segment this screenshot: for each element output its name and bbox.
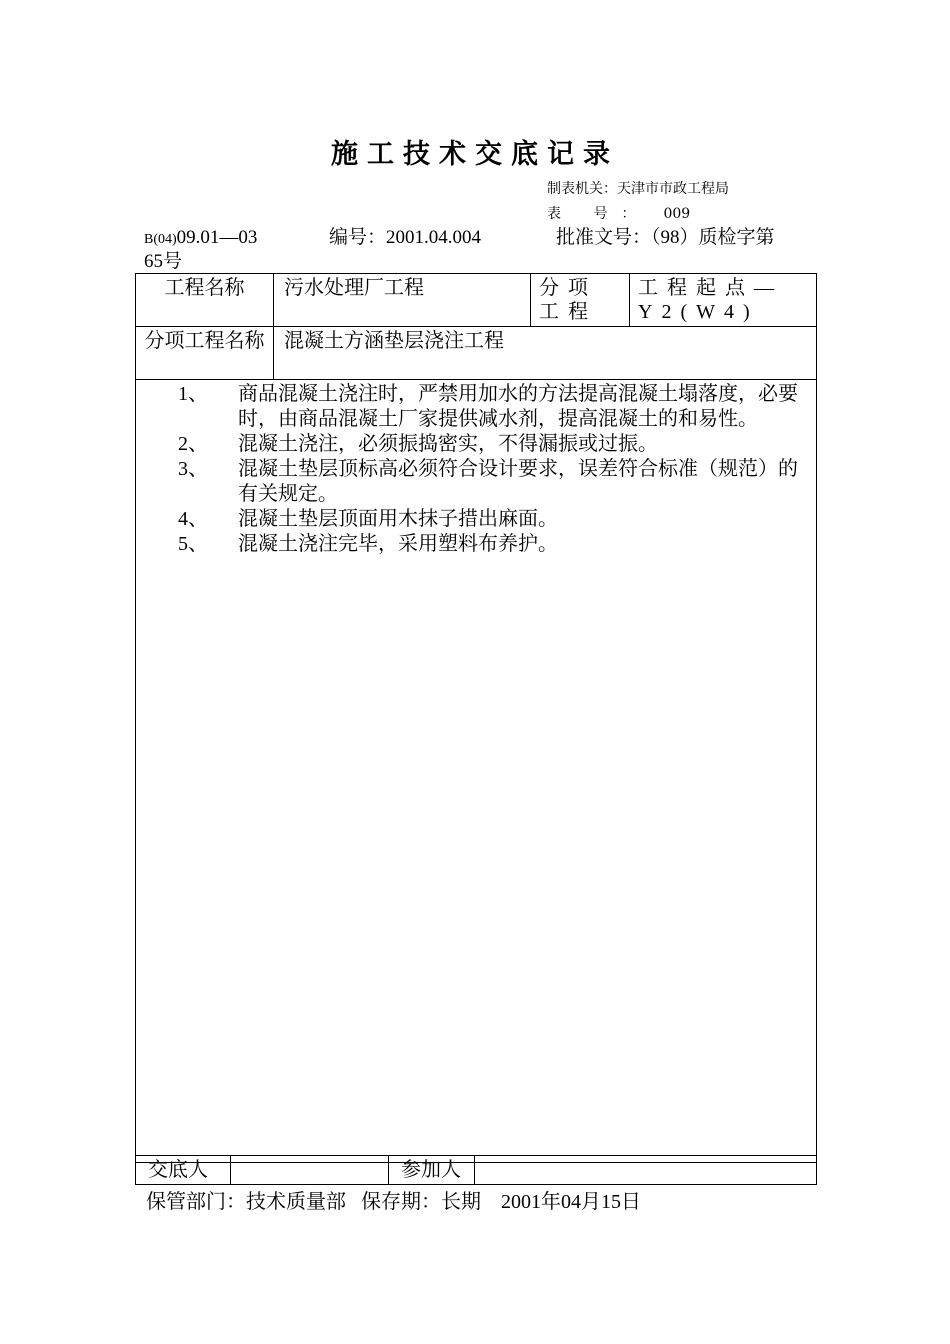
serial-number: 编号：2001.04.004 xyxy=(329,227,482,248)
item-text: 混凝土浇注完毕，采用塑料布养护。 xyxy=(238,533,558,555)
item-number: 5、 xyxy=(178,533,208,555)
disclosure-content xyxy=(136,380,817,1163)
form-code-prefix: B(04) xyxy=(144,232,177,247)
item-text: 商品混凝土浇注时，严禁用加水的方法提高混凝土塌落度，必要时，由商品混凝土厂家提供减水剂，提高混凝土的和易性。 xyxy=(238,383,798,430)
form-number-label: 表 号： xyxy=(547,206,650,222)
presenter-label: 交底人 xyxy=(136,1156,231,1185)
signature-row xyxy=(136,1156,817,1185)
disclosure-table xyxy=(135,273,817,1163)
list-item xyxy=(136,507,806,532)
form-code xyxy=(144,226,257,252)
document-title: 施工技术交底记录 xyxy=(331,139,619,170)
list-item xyxy=(136,382,806,432)
subproject-value: 工程起点—Y2(W4) xyxy=(630,274,817,327)
project-name-value: 污水处理厂工程 xyxy=(274,274,531,327)
item-text: 混凝土垫层顶标高必须符合设计要求，误差符合标准（规范）的有关规定。 xyxy=(238,458,798,505)
item-number: 3、 xyxy=(178,458,208,480)
list-item xyxy=(136,457,806,507)
item-number: 1、 xyxy=(178,383,208,405)
form-number-value: 009 xyxy=(663,206,691,222)
presenter-field[interactable] xyxy=(231,1156,389,1185)
project-row xyxy=(136,274,817,327)
project-name-label: 工程名称 xyxy=(136,274,274,327)
participant-field[interactable] xyxy=(475,1156,817,1185)
item-name-value: 混凝土方涵垫层浇注工程 xyxy=(274,327,817,380)
subproject-label: 分项工程 xyxy=(531,274,630,327)
item-text: 混凝土浇注，必须振捣密实，不得漏振或过振。 xyxy=(238,433,658,455)
item-name-label: 分项工程名称 xyxy=(136,327,274,380)
item-number: 4、 xyxy=(178,508,208,530)
list-item xyxy=(136,432,806,457)
list-item xyxy=(136,532,806,557)
item-text: 混凝土垫层顶面用木抹子措出麻面。 xyxy=(238,508,558,530)
content-row xyxy=(136,380,817,1163)
form-number-line xyxy=(547,203,690,223)
item-name-row xyxy=(136,327,817,380)
form-code-main: 09.01—03 xyxy=(176,227,258,248)
approval-number-continued: 65号 xyxy=(144,251,183,272)
approval-number: 批准文号：（98）质检字第 xyxy=(556,227,775,248)
footer-line: 保管部门：技术质量部 保存期：长期 2001年04月15日 xyxy=(146,1191,641,1213)
issuer-line: 制表机关：天津市市政工程局 xyxy=(547,181,729,197)
participant-label: 参加人 xyxy=(389,1156,475,1185)
signature-table xyxy=(135,1155,817,1185)
item-number: 2、 xyxy=(178,433,208,455)
